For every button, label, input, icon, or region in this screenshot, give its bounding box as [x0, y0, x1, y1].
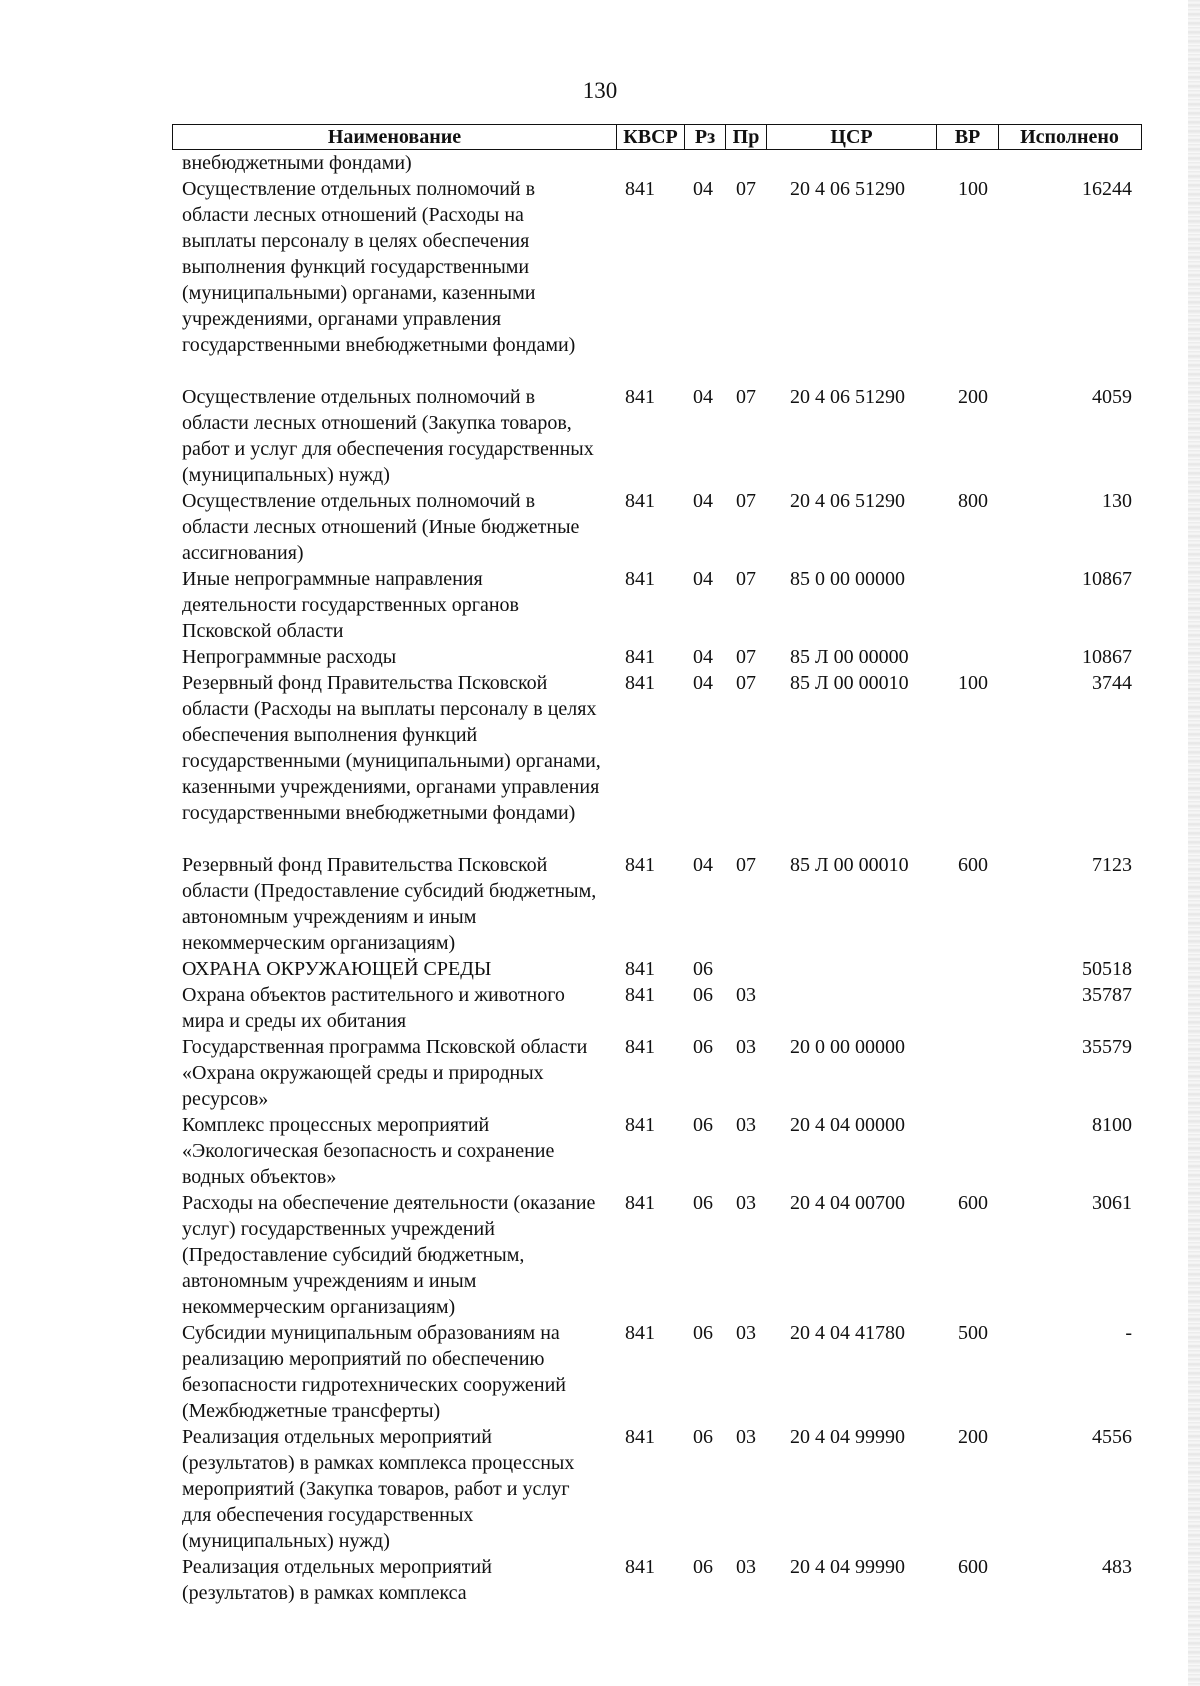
cell-pr: 03 [736, 1322, 756, 1344]
cell-done: 16244 [1082, 178, 1132, 200]
cell-vr: 200 [958, 386, 988, 408]
cell-csr: 85 Л 00 00000 [790, 646, 909, 668]
cell-vr: 100 [958, 178, 988, 200]
cell-rz: 06 [693, 958, 713, 980]
table-row [0, 982, 1200, 1034]
cell-kvsr: 841 [625, 1426, 655, 1448]
cell-rz: 04 [693, 854, 713, 876]
cell-vr: 600 [958, 1556, 988, 1578]
cell-pr: 07 [736, 568, 756, 590]
cell-done: 35579 [1082, 1036, 1132, 1058]
cell-vr: 600 [958, 1192, 988, 1214]
cell-name: Осуществление отдельных полномочий в области лесных отношений (Расходы на выплаты персоналу в целях обеспечения выполнения функций государственными (муниципальными) органами, казенными учреждениями, органами управления государственными внебюджетными фондами) [182, 178, 576, 356]
cell-name: Резервный фонд Правительства Псковской области (Расходы на выплаты персоналу в целях обеспечения выполнения функций государственными (муниципальными) органами, казенными учреждениями, органами управления государственными внебюджетными фондами) [182, 672, 601, 824]
cell-pr: 07 [736, 490, 756, 512]
table-header [172, 124, 1142, 150]
table-row [0, 956, 1200, 982]
cell-pr: 03 [736, 1192, 756, 1214]
cell-rz: 06 [693, 1556, 713, 1578]
cell-pr: 07 [736, 854, 756, 876]
cell-vr: 100 [958, 672, 988, 694]
cell-done: 130 [1102, 490, 1132, 512]
cell-done: 483 [1102, 1556, 1132, 1578]
cell-name: Субсидии муниципальным образованиям на реализацию мероприятий по обеспечению безопасности гидротехнических сооружений (Межбюджетные трансферты) [182, 1322, 566, 1422]
cell-rz: 06 [693, 1036, 713, 1058]
cell-kvsr: 841 [625, 1322, 655, 1344]
table-row [0, 1424, 1200, 1554]
cell-vr: 600 [958, 854, 988, 876]
cell-kvsr: 841 [625, 1192, 655, 1214]
cell-done: 7123 [1092, 854, 1132, 876]
cell-csr: 20 4 04 99990 [790, 1556, 905, 1578]
table-row [0, 1554, 1200, 1606]
cell-rz: 04 [693, 646, 713, 668]
cell-kvsr: 841 [625, 984, 655, 1006]
cell-csr: 20 4 04 41780 [790, 1322, 905, 1344]
cell-csr: 20 0 00 00000 [790, 1036, 905, 1058]
cell-rz: 04 [693, 672, 713, 694]
cell-rz: 06 [693, 1192, 713, 1214]
cell-name: Осуществление отдельных полномочий в области лесных отношений (Закупка товаров, работ и услуг для обеспечения государственных (муниципальных) нужд) [182, 386, 594, 486]
cell-pr: 03 [736, 984, 756, 1006]
cell-pr: 03 [736, 1426, 756, 1448]
table-row [0, 1320, 1200, 1424]
cell-name: Расходы на обеспечение деятельности (оказание услуг) государственных учреждений (Предоставление субсидий бюджетным, автономным учреждениям и иным некоммерческим организациям) [182, 1192, 596, 1318]
cell-rz: 04 [693, 386, 713, 408]
cell-kvsr: 841 [625, 568, 655, 590]
cell-rz: 04 [693, 568, 713, 590]
page-number: 130 [582, 78, 618, 103]
cell-name: Комплекс процессных мероприятий «Экологическая безопасность и сохранение водных объектов» [182, 1114, 555, 1188]
cell-done: - [1125, 1322, 1132, 1344]
cell-done: 8100 [1092, 1114, 1132, 1136]
cell-vr: 500 [958, 1322, 988, 1344]
cell-csr: 85 0 00 00000 [790, 568, 905, 590]
cell-csr: 20 4 04 99990 [790, 1426, 905, 1448]
header-pr: Пр [725, 125, 766, 149]
cell-rz: 06 [693, 1322, 713, 1344]
cell-pr: 07 [736, 386, 756, 408]
cell-name: внебюджетными фондами) [182, 152, 412, 174]
cell-kvsr: 841 [625, 958, 655, 980]
cell-pr: 03 [736, 1036, 756, 1058]
header-csr: ЦСР [766, 125, 936, 149]
cell-rz: 06 [693, 1114, 713, 1136]
cell-done: 35787 [1082, 984, 1132, 1006]
cell-kvsr: 841 [625, 646, 655, 668]
cell-kvsr: 841 [625, 1036, 655, 1058]
cell-kvsr: 841 [625, 386, 655, 408]
cell-name: Охрана объектов растительного и животного мира и среды их обитания [182, 984, 565, 1032]
cell-csr: 20 4 06 51290 [790, 490, 905, 512]
cell-csr: 20 4 06 51290 [790, 178, 905, 200]
cell-pr: 03 [736, 1556, 756, 1578]
cell-rz: 06 [693, 984, 713, 1006]
cell-name: Резервный фонд Правительства Псковской области (Предоставление субсидий бюджетным, автономным учреждениям и иным некоммерческим организациям) [182, 854, 597, 954]
cell-vr: 200 [958, 1426, 988, 1448]
table-row [0, 1112, 1200, 1190]
header-kvsr: КВСР [616, 125, 684, 149]
cell-done: 10867 [1082, 568, 1132, 590]
table-body [0, 150, 1200, 1606]
cell-done: 3061 [1092, 1192, 1132, 1214]
table-row [0, 566, 1200, 644]
cell-name: Реализация отдельных мероприятий (результатов) в рамках комплекса процессных мероприятий (Закупка товаров, работ и услуг для обеспечения государственных (муниципальных) нужд) [182, 1426, 575, 1552]
cell-name: Государственная программа Псковской области «Охрана окружающей среды и природных ресурсов» [182, 1036, 588, 1110]
cell-vr: 800 [958, 490, 988, 512]
cell-rz: 04 [693, 178, 713, 200]
cell-kvsr: 841 [625, 178, 655, 200]
cell-name: Осуществление отдельных полномочий в области лесных отношений (Иные бюджетные ассигнования) [182, 490, 580, 564]
table-row [0, 852, 1200, 956]
cell-csr: 20 4 06 51290 [790, 386, 905, 408]
cell-kvsr: 841 [625, 854, 655, 876]
cell-pr: 07 [736, 178, 756, 200]
cell-done: 3744 [1092, 672, 1132, 694]
cell-rz: 06 [693, 1426, 713, 1448]
cell-done: 10867 [1082, 646, 1132, 668]
header-done: Исполнено [998, 125, 1140, 149]
cell-kvsr: 841 [625, 672, 655, 694]
cell-csr: 20 4 04 00000 [790, 1114, 905, 1136]
cell-done: 50518 [1082, 958, 1132, 980]
cell-pr: 03 [736, 1114, 756, 1136]
cell-kvsr: 841 [625, 1556, 655, 1578]
table-row [0, 670, 1200, 852]
table-row [0, 384, 1200, 488]
cell-kvsr: 841 [625, 1114, 655, 1136]
table-row [0, 644, 1200, 670]
table-row [0, 150, 1200, 176]
table-row [0, 176, 1200, 384]
cell-name: Непрограммные расходы [182, 646, 397, 668]
header-vr: ВР [936, 125, 998, 149]
table-row [0, 1034, 1200, 1112]
header-rz: Рз [684, 125, 725, 149]
cell-done: 4059 [1092, 386, 1132, 408]
cell-csr: 85 Л 00 00010 [790, 854, 909, 876]
cell-csr: 20 4 04 00700 [790, 1192, 905, 1214]
cell-csr: 85 Л 00 00010 [790, 672, 909, 694]
header-name: Наименование [327, 126, 462, 148]
cell-rz: 04 [693, 490, 713, 512]
cell-done: 4556 [1092, 1426, 1132, 1448]
table-row [0, 488, 1200, 566]
cell-name: Реализация отдельных мероприятий (результатов) в рамках комплекса [182, 1556, 492, 1604]
cell-name: ОХРАНА ОКРУЖАЮЩЕЙ СРЕДЫ [182, 958, 492, 980]
cell-pr: 07 [736, 672, 756, 694]
cell-pr: 07 [736, 646, 756, 668]
table-row [0, 1190, 1200, 1320]
cell-kvsr: 841 [625, 490, 655, 512]
cell-name: Иные непрограммные направления деятельности государственных органов Псковской области [182, 568, 519, 642]
